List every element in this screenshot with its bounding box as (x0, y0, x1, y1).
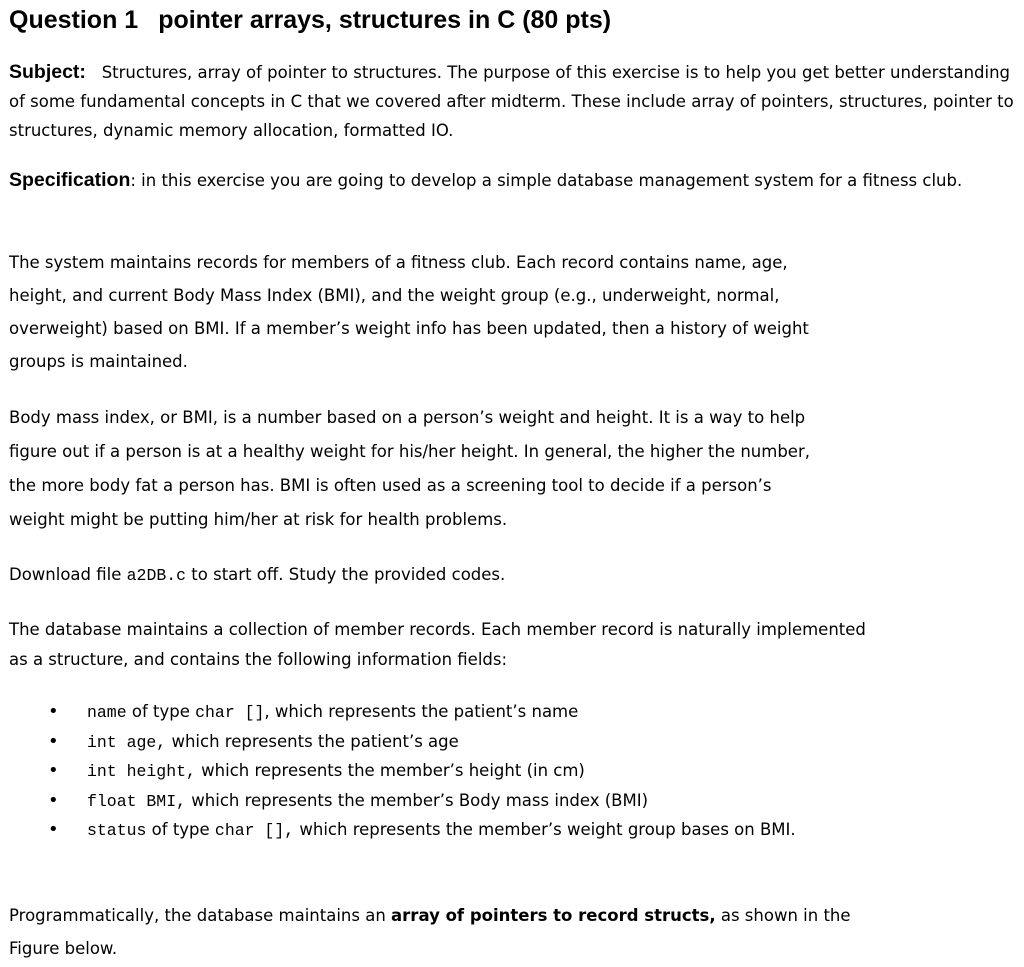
list-item (0, 815, 1010, 845)
field-text: of type (126, 702, 196, 721)
bullet-icon: • (48, 760, 59, 781)
database-line: as a structure, and contains the following information fields: (9, 650, 508, 669)
system-line: overweight) based on BMI. If a member’s weight info has been updated, then a history of weight (9, 319, 809, 338)
system-line: groups is maintained. (9, 352, 188, 371)
field-text: of type (146, 820, 215, 839)
field-text: which represents the member’s Body mass index (BMI) (186, 790, 649, 810)
fields-list (0, 697, 1010, 845)
field-code: name (87, 703, 127, 722)
database-paragraph (9, 615, 1019, 675)
bmi-line: figure out if a person is at a healthy weight for his/her height. In general, the higher the number, (9, 442, 810, 461)
download-suffix: to start off. Study the provided codes. (186, 565, 506, 584)
question-number: Question 1 (9, 6, 139, 34)
specification-paragraph (9, 166, 1019, 195)
download-prefix: Download file (9, 565, 127, 584)
field-type-code: char [] (195, 703, 265, 722)
download-filename: a2DB.c (126, 566, 187, 585)
bullet-icon: • (48, 730, 59, 752)
field-text: which represents the patient’s age (166, 731, 459, 751)
specification-text: : in this exercise you are going to develop a simple database management system for a fitness club. (130, 171, 963, 190)
subject-label: Subject: (9, 61, 86, 83)
programmatically-suffix: as shown in the (715, 906, 851, 925)
system-line: The system maintains records for members of a fitness club. Each record contains name, age, (9, 253, 788, 272)
field-code: int age, (87, 732, 167, 752)
bullet-icon: • (48, 701, 59, 722)
field-description (87, 756, 585, 787)
field-description (87, 786, 648, 817)
bullet-icon: • (48, 789, 59, 811)
system-paragraph (9, 246, 1019, 378)
field-text-2: which represents the member’s weight group bases on BMI. (294, 820, 796, 839)
field-code: status (87, 821, 147, 840)
bmi-paragraph (9, 401, 1019, 537)
field-description (87, 697, 578, 728)
programmatically-paragraph (9, 899, 1019, 965)
question-topic: pointer arrays, structures in C (80 pts) (158, 6, 612, 34)
field-text: which represents the member’s height (in cm) (195, 761, 585, 780)
programmatically-line-2: Figure below. (9, 939, 118, 958)
subject-paragraph (9, 58, 1019, 145)
bmi-line: weight might be putting him/her at risk for health problems. (9, 510, 508, 529)
bmi-line: Body mass index, or BMI, is a number based on a person’s weight and height. It is a way to help (9, 408, 806, 427)
field-code: float BMI, (87, 791, 187, 811)
programmatically-bold: array of pointers to record structs, (391, 906, 716, 925)
specification-label: Specification (9, 169, 131, 191)
programmatically-prefix: Programmatically, the database maintains an (9, 906, 392, 925)
field-description (87, 727, 459, 758)
list-item (0, 727, 1010, 757)
field-code: int height, (87, 762, 196, 781)
download-paragraph (9, 560, 1019, 591)
programmatically-line (9, 899, 1019, 932)
list-item (0, 786, 1010, 816)
system-line: height, and current Body Mass Index (BMI), and the weight group (e.g., underweight, normal, (9, 286, 780, 305)
subject-text: Structures, array of pointer to structures. The purpose of this exercise is to help you get better understanding of some fundamental concepts in C that we covered after midterm. These include array of pointers, structures, pointer to structures, dynamic memory allocation, formatted IO. (9, 63, 1014, 140)
database-line: The database maintains a collection of member records. Each member record is naturally implemented (9, 620, 866, 639)
field-description (87, 815, 796, 846)
bullet-icon: • (48, 819, 59, 840)
field-text-2: , which represents the patient’s name (264, 702, 579, 721)
page-title (9, 3, 611, 37)
list-item (0, 697, 1010, 727)
list-item (0, 756, 1010, 786)
field-type-code: char [], (214, 821, 295, 840)
bmi-line: the more body fat a person has. BMI is often used as a screening tool to decide if a person’s (9, 476, 772, 495)
